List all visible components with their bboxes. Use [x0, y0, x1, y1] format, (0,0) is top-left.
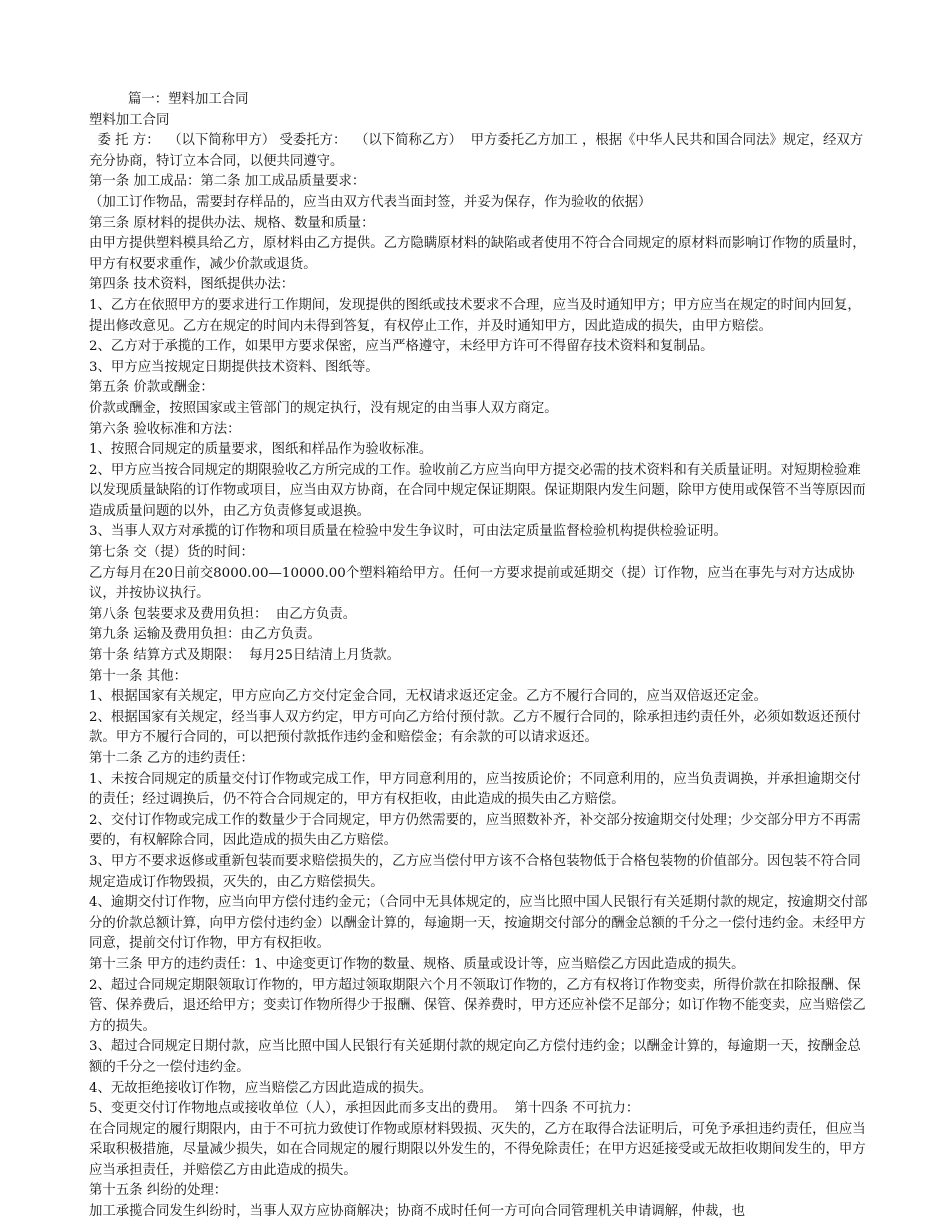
list-item: 3、当事人双方对承揽的订作物和项目质量在检验中发生争议时，可由法定质量监督检验机构提供检验证明。	[89, 524, 727, 540]
document-heading: 篇一：塑料加工合同	[128, 92, 249, 107]
list-item: 4、无故拒绝接收订作物，应当赔偿乙方因此造成的损失。	[89, 1080, 433, 1096]
paragraph: （加工订作物品，需要封存样品的，应当由双方代表当面封签，并妥为保存，作为验收的依据）	[89, 194, 652, 210]
paragraph-parties: 委 托 方： （以下简称甲方） 受委托方： （以下简称乙方） 甲方委托乙方加工 ，根据《中华人民共和国合同法》规定，经双方充分协商，特订立本合同，以便共同遵守。	[89, 133, 864, 169]
paragraph: 在合同规定的履行期限内，由于不可抗力致使订作物或原材料毁损、灭失的，乙方在取得合法证明后，可免予承担违约责任，但应当采取积极措施，尽量减少损失，如在合同规定的履行期限以外发生的，不得免除责任；在甲方迟延接受或无故拒收期间发生的，甲方应当承担责任，并赔偿乙方由此造成的损失。	[89, 1121, 866, 1178]
list-item: 4、逾期交付订作物，应当向甲方偿付违约金元；（合同中无具体规定的，应当比照中国人民银行有关延期付款的规定，按逾期交付部分的价款总额计算，向甲方偿付违约金）以酬金计算的，每逾期一天，按逾期交付部分的酬金总额的千分之一偿付违约金。未经甲方同意，提前交付订作物，甲方有权拒收。	[89, 895, 868, 952]
paragraph: 加工承揽合同发生纠纷时，当事人双方应协商解决；协商不成时任何一方可向合同管理机关申请调解，仲裁，也	[89, 1204, 746, 1220]
article-3-heading: 第三条 原材料的提供办法、规格、数量和质量：	[89, 215, 375, 231]
list-item: 2、乙方对于承揽的工作，如果甲方要求保密，应当严格遵守，未经甲方许可不得留存技术资料和复制品。	[89, 339, 714, 355]
list-item: 1、根据国家有关规定，甲方应向乙方交付定金合同，无权请求返还定金。乙方不履行合同的，应当双倍返还定金。	[89, 689, 768, 705]
list-item: 2、超过合同规定期限领取订作物的，甲方超过领取期限六个月不领取订作物的，乙方有权将订作物变卖，所得价款在扣除报酬、保管、保养费后，退还给甲方；变卖订作物所得少于报酬、保管、保养费时，甲方还应补偿不足部分；如订作物不能变卖，应当赔偿乙方的损失。	[89, 977, 866, 1034]
list-item: 3、超过合同规定日期付款，应当比照中国人民银行有关延期付款的规定向乙方偿付违约金；以酬金计算的，每逾期一天，按酬金总额的千分之一偿付违约金。	[89, 1039, 861, 1075]
list-item: 3、甲方应当按规定日期提供技术资料、图纸等。	[89, 359, 379, 375]
list-item: 1、未按合同规定的质量交付订作物或完成工作，甲方同意利用的，应当按质论价；不同意利用的，应当负责调换，并承担逾期交付的责任；经过调换后，仍不符合合同规定的，甲方有权拒收，由此造成的损失由乙方赔偿。	[89, 771, 861, 808]
article-1-2-heading: 第一条 加工成品：第二条 加工成品质量要求：	[89, 174, 366, 190]
list-item: 2、根据国家有关规定，经当事人双方约定，甲方可向乙方给付预付款。乙方不履行合同的，除承担违约责任外，必须如数返还预付款。甲方不履行合同的，可以把预付款抵作违约金和赔偿金；有余款的可以请求返还。	[89, 709, 861, 746]
list-item: 2、交付订作物或完成工作的数量少于合同规定，甲方仍然需要的，应当照数补齐，补交部分按逾期交付处理；少交部分甲方不再需要的，有权解除合同，因此造成的损失由乙方赔偿。	[89, 812, 861, 849]
article-15-heading: 第十五条 纠纷的处理：	[89, 1183, 228, 1199]
article-4-heading: 第四条 技术资料，图纸提供办法：	[89, 277, 295, 293]
document-body	[89, 90, 871, 1223]
article-10-heading: 第十条 结算方式及期限： 每月25日结清上月货款。	[89, 648, 401, 664]
list-item: 2、甲方应当按合同规定的期限验收乙方所完成的工作。验收前乙方应当向甲方提交必需的技术资料和有关质量证明。对短期检验难以发现质量缺陷的订作物或项目，应当由双方协商，在合同中规定保证期限。保证期限内发生问题，除甲方使用或保管不当等原因而造成质量问题的以外，由乙方负责修复或退换。	[89, 462, 866, 519]
article-8-heading: 第八条 包装要求及费用负担： 由乙方负责。	[89, 606, 357, 622]
list-item: 1、按照合同规定的质量要求，图纸和样品作为验收标准。	[89, 442, 433, 458]
paragraph: 价款或酬金，按照国家或主管部门的规定执行，没有规定的由当事人双方商定。	[89, 400, 558, 416]
article-6-heading: 第六条 验收标准和方法：	[89, 421, 241, 437]
article-11-heading: 第十一条 其他：	[89, 668, 187, 684]
article-9-heading: 第九条 运输及费用负担：由乙方负责。	[89, 627, 321, 643]
article-7-heading: 第七条 交（提）货的时间：	[89, 545, 254, 561]
list-item: 5、变更交付订作物地点或接收单位（人），承担因此而多支出的费用。 第十四条 不可抗力：	[89, 1101, 640, 1117]
article-12-heading: 第十二条 乙方的违约责任：	[89, 751, 254, 766]
paragraph: 乙方每月在20日前交8000.00—10000.00个塑料箱给甲方。任何一方要求提前或延期交（提）订作物，应当在事先与对方达成协议，并按协议执行。	[89, 565, 855, 602]
list-item: 1、乙方在依照甲方的要求进行工作期间，发现提供的图纸或技术要求不合理，应当及时通知甲方；甲方应当在规定的时间内回复，提出修改意见。乙方在规定的时间内未得到答复，有权停止工作，并及时通知甲方，因此造成的损失，由甲方赔偿。	[89, 297, 861, 334]
article-5-heading: 第五条 价款或酬金：	[89, 380, 214, 396]
contract-title: 塑料加工合同	[89, 112, 170, 128]
article-13-heading: 第十三条 甲方的违约责任：1、中途变更订作物的数量、规格、质量或设计等，应当赔偿乙方因此造成的损失。	[89, 956, 745, 972]
list-item: 3、甲方不要求返修或重新包装而要求赔偿损失的，乙方应当偿付甲方该不合格包装物低于合格包装物的价值部分。因包装不符合同规定造成订作物毁损，灭失的，由乙方赔偿损失。	[89, 853, 861, 890]
paragraph: 由甲方提供塑料模具给乙方，原材料由乙方提供。乙方隐瞒原材料的缺陷或者使用不符合合同规定的原材料而影响订作物的质量时，甲方有权要求重作，减少价款或退货。	[89, 236, 866, 272]
